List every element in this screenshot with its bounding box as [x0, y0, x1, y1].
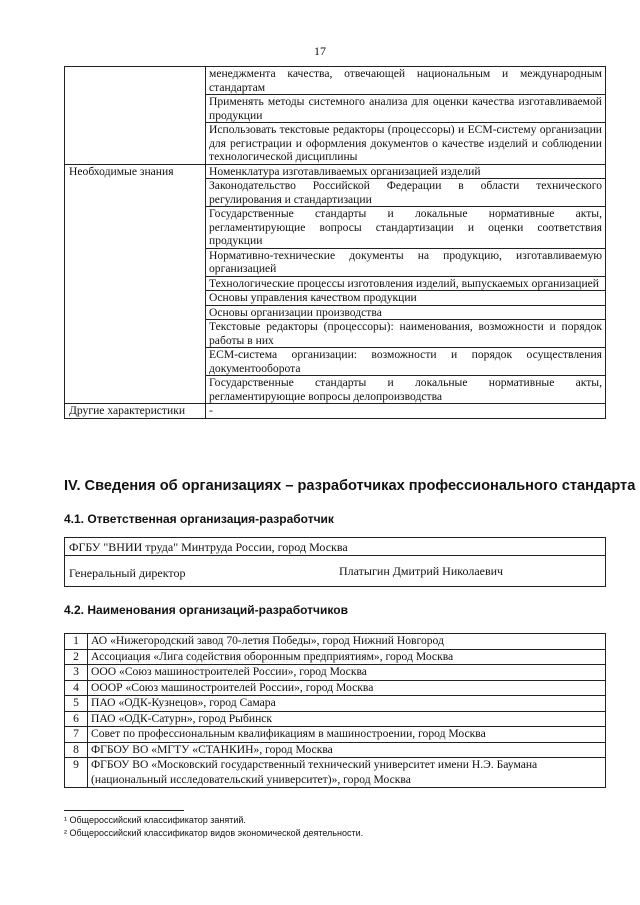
org-name: ООО «Союз машиностроителей России», город Москва	[88, 665, 606, 681]
row-description: Номенклатура изготавливаемых организацией изделий	[206, 164, 606, 179]
table-row	[65, 404, 606, 419]
row-description: -	[206, 404, 606, 419]
responsible-org-box	[64, 537, 606, 587]
org-number: 3	[65, 665, 88, 681]
row-description: Основы управления качеством продукции	[206, 291, 606, 306]
developer-orgs-table	[64, 633, 606, 788]
org-name: АО «Нижегородский завод 70-летия Победы», город Нижний Новгород	[88, 634, 606, 650]
org-number: 4	[65, 680, 88, 696]
row-description: ЕСМ-система организации: возможности и порядок осуществления документооборота	[206, 348, 606, 376]
table-row	[65, 665, 606, 681]
row-label	[65, 67, 206, 165]
table-row	[65, 696, 606, 712]
director-position: Генеральный директор	[69, 566, 186, 580]
divider	[65, 555, 605, 556]
row-description: Текстовые редакторы (процессоры): наименования, возможности и порядок работы в них	[206, 320, 606, 348]
table-row	[65, 680, 606, 696]
row-description: Государственные стандарты и локальные нормативные акты, регламентирующие вопросы делопроизводства	[206, 376, 606, 404]
org-number: 7	[65, 727, 88, 743]
row-label: Другие характеристики	[65, 404, 206, 419]
row-description: Нормативно-технические документы на продукцию, изготавливаемую организацией	[206, 248, 606, 276]
footnote-1: ¹ Общероссийский классификатор занятий.	[64, 815, 246, 825]
competency-table	[64, 66, 606, 419]
org-number: 9	[65, 758, 88, 788]
row-description: менеджмента качества, отвечающей национальным и международным стандартам	[206, 67, 606, 95]
org-number: 5	[65, 696, 88, 712]
row-description: Применять методы системного анализа для оценки качества изготавливаемой продукции	[206, 95, 606, 123]
subsection-title-developers: 4.2. Наименования организаций-разработчиков	[64, 603, 348, 617]
section-title: IV. Сведения об организациях – разработчиках профессионального стандарта	[64, 478, 636, 494]
director-name: Платыгин Дмитрий Николаевич	[339, 564, 504, 578]
org-name: Совет по профессиональным квалификациям в машиностроении, город Москва	[88, 727, 606, 743]
row-description: Использовать текстовые редакторы (процессоры) и ЕСМ-систему организации для регистрации и оформления документов о качестве изделий и соблюдении технологической дисциплины	[206, 123, 606, 165]
table-row	[65, 711, 606, 727]
org-name: ОООР «Союз машиностроителей России», город Москва	[88, 680, 606, 696]
row-description: Технологические процессы изготовления изделий, выпускаемых организацией	[206, 276, 606, 291]
footnote-2: ² Общероссийский классификатор видов экономической деятельности.	[64, 828, 364, 838]
table-row	[65, 758, 606, 788]
table-row	[65, 649, 606, 665]
org-name: Ассоциация «Лига содействия оборонным предприятиям», город Москва	[88, 649, 606, 665]
footnote-divider	[64, 810, 184, 811]
subsection-title-responsible: 4.1. Ответственная организация-разработчик	[64, 512, 334, 526]
table-row	[65, 67, 606, 95]
row-label: Необходимые знания	[65, 164, 206, 404]
table-row	[65, 164, 606, 179]
row-description: Государственные стандарты и локальные нормативные акты, регламентирующие вопросы стандартизации и оценки соответствия продукции	[206, 207, 606, 249]
table-row	[65, 727, 606, 743]
org-number: 1	[65, 634, 88, 650]
row-description: Основы организации производства	[206, 305, 606, 320]
responsible-org-name: ФГБУ "ВНИИ труда" Минтруда России, город Москва	[69, 540, 348, 554]
table-row	[65, 634, 606, 650]
org-number: 8	[65, 742, 88, 758]
org-name: ПАО «ОДК-Кузнецов», город Самара	[88, 696, 606, 712]
org-name: ПАО «ОДК-Сатурн», город Рыбинск	[88, 711, 606, 727]
org-number: 2	[65, 649, 88, 665]
org-name: ФГБОУ ВО «Московский государственный технический университет имени Н.Э. Баумана (национальный исследовательский университет)», город Москва	[88, 758, 606, 788]
table-row	[65, 742, 606, 758]
row-description: Законодательство Российской Федерации в области технического регулирования и стандартизации	[206, 179, 606, 207]
org-number: 6	[65, 711, 88, 727]
page-number: 17	[314, 44, 326, 58]
org-name: ФГБОУ ВО «МГТУ «СТАНКИН», город Москва	[88, 742, 606, 758]
